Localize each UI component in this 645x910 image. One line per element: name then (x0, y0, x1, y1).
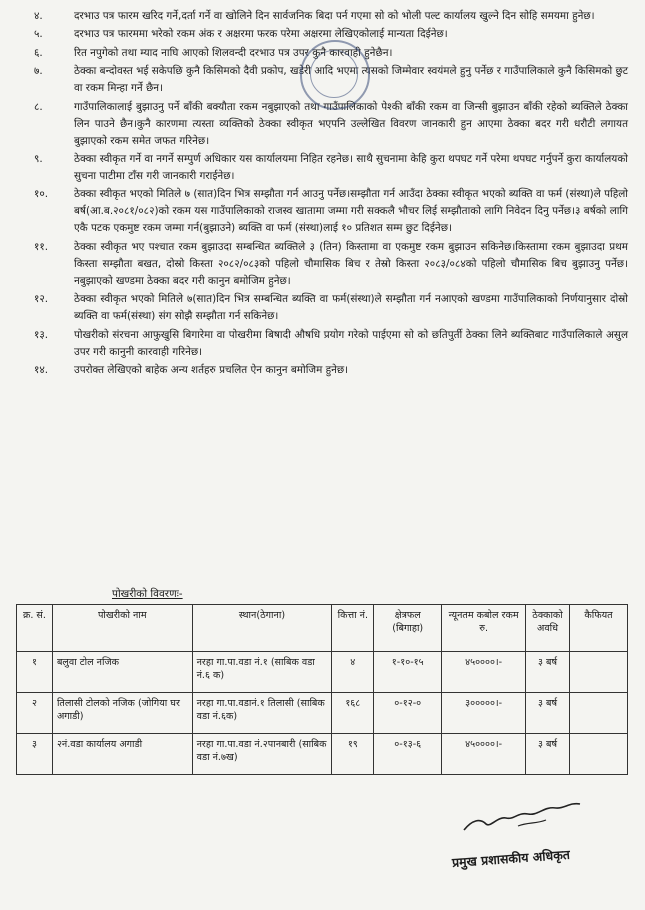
header-remarks: कैफियत (570, 605, 628, 652)
cell-pond-name: तिलासी टोलको नजिक (जोगिया घर अगाडी) (52, 693, 192, 734)
officer-designation: प्रमुख प्रशासकीय अधिकृत (451, 846, 571, 870)
cell-remarks (570, 652, 628, 693)
cell-contract-period: ३ बर्ष (526, 652, 570, 693)
cell-plot-number: १९ (332, 734, 374, 775)
condition-number: १२. (34, 293, 49, 306)
stamp-inner-ring (310, 50, 358, 98)
condition-item (28, 8, 628, 25)
condition-number: ५. (34, 28, 43, 41)
cell-pond-name: बलुवा टोल नजिक (52, 652, 192, 693)
header-minimum-bid: न्यूनतम कबोल रकम रु. (442, 605, 526, 652)
cell-minimum-bid: ४५००००।- (442, 734, 526, 775)
condition-number: १०. (34, 188, 49, 201)
cell-area: ०-१३-६ (374, 734, 442, 775)
condition-number: ९. (34, 152, 43, 165)
header-pond-name: पोखरीको नाम (52, 605, 192, 652)
table-header-row (17, 605, 628, 652)
condition-text: दरभाउ पत्र फारममा भरेको रकम अंक र अक्षरमा फरक परेमा अक्षरमा लेखिएकोलाई मान्यता दिईनेछ। (74, 28, 448, 41)
condition-text: उपरोक्त लेखिएको बाहेक अन्य शर्तहरु प्रचलित ऐन कानुन बमोजिम हुनेछ। (74, 363, 349, 376)
header-contract-period: ठेक्काको अवधि (526, 605, 570, 652)
cell-minimum-bid: ४५००००।- (442, 652, 526, 693)
condition-item (28, 239, 628, 290)
cell-plot-number: ४ (332, 652, 374, 693)
cell-pond-name: २नं.वडा कार्यालय अगाडी (52, 734, 192, 775)
condition-item (28, 362, 628, 379)
handwritten-signature (458, 796, 586, 836)
condition-item (28, 327, 628, 361)
condition-number: ४. (34, 10, 43, 22)
condition-number: ७. (34, 65, 43, 78)
condition-number: १४. (34, 363, 49, 376)
cell-plot-number: १६८ (332, 693, 374, 734)
condition-number: ६. (34, 46, 43, 59)
header-plot-number: कित्ता नं. (332, 605, 374, 652)
cell-serial: २ (17, 693, 53, 734)
cell-contract-period: ३ बर्ष (526, 693, 570, 734)
condition-text: ठेक्का स्वीकृत भएको मितिले ७ (सात)दिन भित्र सम्झौता गर्न आउनु पर्नेछ।सम्झौता गर्न आउँदा ठेक्का स्वीकृत भएको ब्यक्ति वा फर्म (संस्था)ले पहिलो बर्ष(आ.ब.२०८१/०८२)को रकम यस गाउँपालिकाको राजस्व खातामा जम्मा गरी सक्कलै भौचर लिई सम्झौताको लागि निवेदन दिनु पर्नेछ।३ बर्षको लागि एकै पटक एकमुष्ट रकम जम्मा गर्न(बुझाउने) ब्यक्ति वा फर्म (संस्था)लाई १० प्रतिशत सम्म छुट दिईनेछ। (74, 188, 628, 235)
table-title: पोखरीको विवरणः- (112, 588, 183, 600)
condition-text: ठेक्का बन्दोवस्त भई सकेपछि कुनै किसिमको दैवी प्रकोप, खडेरी आदि भएमा त्यसको जिम्मेवार स्वयंमले हुनु पर्नेछ र गाउँपालिकाले कुनै किसिमको छुट वा रकम मिन्हा गर्ने छैन। (74, 65, 628, 95)
cell-minimum-bid: ३०००००।- (442, 693, 526, 734)
table-row (17, 693, 628, 734)
cell-serial: १ (17, 652, 53, 693)
cell-area: १-१०-१५ (374, 652, 442, 693)
condition-item (28, 291, 628, 325)
condition-number: ११. (34, 240, 49, 253)
table-row (17, 652, 628, 693)
condition-number: ८. (34, 100, 43, 113)
header-area: क्षेत्रफल (बिगाहा) (374, 605, 442, 652)
header-location: स्थान(ठेगाना) (192, 605, 332, 652)
condition-text: ठेक्का स्वीकृत भएको मितिले ७(सात)दिन भित्र सम्बन्धित ब्यक्ति वा फर्म(संस्था)ले सम्झौता गर्न नआएको खण्डमा गाउँपालिकाको निर्णयानुसार दोस्रो ब्यक्ति वा फर्म(संस्था) संग सोझै सम्झौता गर्न सकिनेछ। (74, 293, 628, 323)
header-serial: क्र. सं. (17, 605, 53, 652)
pond-details-table (16, 604, 628, 775)
condition-text: रित नपुगेको तथा म्याद नाघि आएको शिलवन्दी दरभाउ पत्र उपर कुनै कारवाही हुनेछैन। (74, 46, 393, 59)
cell-contract-period: ३ बर्ष (526, 734, 570, 775)
cell-location: नरहा गा.पा.वडा नं.२पानबारी (साबिक वडा नं.७ख) (192, 734, 332, 775)
cell-remarks (570, 734, 628, 775)
cell-location: नरहा गा.पा.वडानं.१ तिलासी (साबिक वडा नं.६क) (192, 693, 332, 734)
cell-serial: ३ (17, 734, 53, 775)
condition-text: पोखरीको संरचना आफुखुसि बिगारेमा वा पोखरीमा बिषादी औषधि प्रयोग गरेको पाईएमा सो को छतिपुर्ती ठेक्का लिने ब्यक्तिबाट गाउँपालिकाले असुल उपर गरी कानुनी कारवाही गरिनेछ। (74, 328, 628, 358)
cell-remarks (570, 693, 628, 734)
office-stamp (300, 40, 370, 110)
condition-number: १३. (34, 328, 49, 341)
cell-area: ०-१२-० (374, 693, 442, 734)
table-row (17, 734, 628, 775)
condition-item (28, 186, 628, 237)
condition-text: ठेक्का स्वीकृत गर्ने वा नगर्ने सम्पुर्ण अधिकार यस कार्यालयमा निहित रहनेछ। साथै सुचनामा केहि कुरा थपघट गर्ने परेमा थपघट गर्नुपर्ने कुरा कार्यालयको सुचना पाटीमा टाँस गरी जानकारी गराईनेछ। (74, 152, 628, 182)
cell-location: नरहा गा.पा.वडा नं.१ (साबिक वडा नं.६ क) (192, 652, 332, 693)
condition-item (28, 151, 628, 185)
condition-text: गाउँपालिकालाई बुझाउनु पर्ने बाँकी बक्यौता रकम नबुझाएको तथा गाउँपालिकाको पेश्की बाँकी रकम वा जिन्सी बुझाउन बाँकी रहेको ब्यक्तिले ठेक्का लिन पाउने छैन।कुनै कारणमा त्यस्ता व्यक्तिको ठेक्का स्वीकृत भएपनि उल्लेखित विवरण जानकारी हुन आएमा ठेक्का बदर गरी धरौटी लगायत बुझाएको रकम समेत जफत गरिनेछ। (74, 100, 628, 147)
condition-text: दरभाउ पत्र फारम खरिद गर्ने,दर्ता गर्ने वा खोलिने दिन सार्वजनिक बिदा पर्न गएमा सो को भोली पल्ट कार्यालय खुल्ने दिन सोहि समयमा हुनेछ। (74, 10, 595, 22)
condition-text: ठेक्का स्वीकृत भए पश्चात रकम बुझाउदा सम्बन्धित ब्यक्तिले ३ (तिन) किस्तामा वा एकमुष्ट रकम बुझाउन सकिनेछ।किस्तामा रकम बुझाउदा प्रथम किस्ता सम्झौता बखत, दोस्रो किस्ता २०८२/०८३को पहिलो चौमासिक बिच र तेस्रो किस्ता २०८३/०८४को पहिलो चौमासिक बिच बुझाउनु पर्नेछ।नबुझाएको खण्डमा ठेक्का बदर गरी कानुन बमोजिम हुनेछ। (74, 240, 628, 287)
